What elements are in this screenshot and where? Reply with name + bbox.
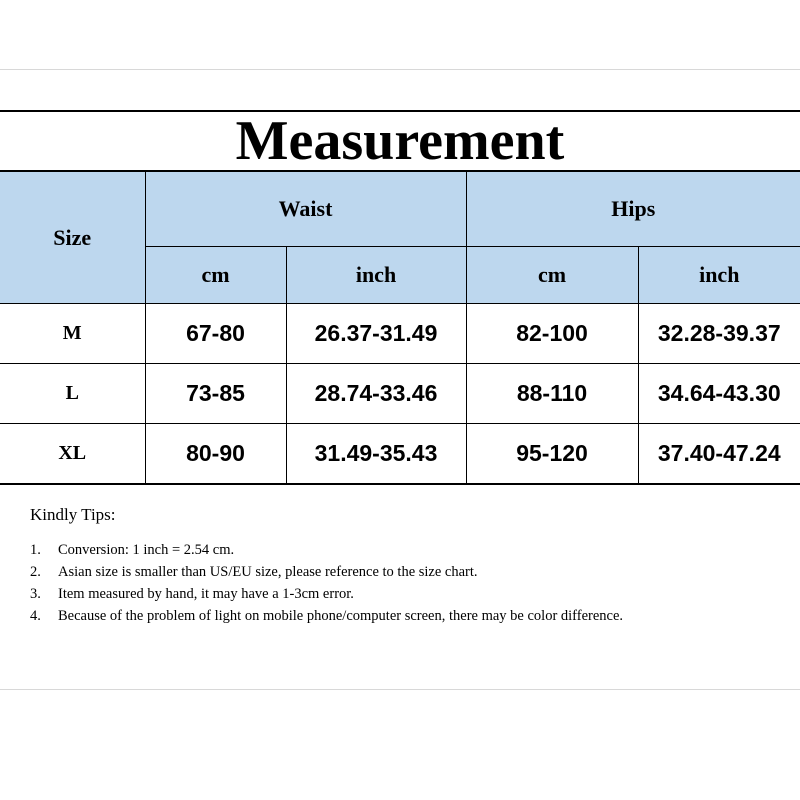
tip-text: Asian size is smaller than US/EU size, please reference to the size chart. [58, 564, 478, 580]
bottom-divider [0, 689, 800, 690]
waist-cm-header: cm [145, 247, 286, 304]
hips-inch-cell: 34.64-43.30 [638, 364, 800, 424]
waist-cm-cell: 67-80 [145, 304, 286, 364]
hips-inch-cell: 37.40-47.24 [638, 424, 800, 484]
size-cell: XL [0, 424, 145, 484]
waist-inch-cell: 26.37-31.49 [286, 304, 466, 364]
table-row [0, 424, 800, 484]
waist-inch-header: inch [286, 247, 466, 304]
table-row [0, 364, 800, 424]
tip-text: Conversion: 1 inch = 2.54 cm. [58, 542, 235, 558]
tip-number: 4. [30, 608, 41, 624]
list-item [30, 605, 770, 627]
size-cell: L [0, 364, 145, 424]
table-row [0, 304, 800, 364]
hips-header: Hips [466, 172, 800, 247]
kindly-tips [30, 505, 770, 627]
tip-number: 2. [30, 564, 41, 580]
tips-heading: Kindly Tips: [30, 505, 116, 524]
waist-cm-cell: 80-90 [145, 424, 286, 484]
tip-text: Because of the problem of light on mobile phone/computer screen, there may be color difference. [58, 608, 624, 624]
size-cell: M [0, 304, 145, 364]
header-row-groups [0, 172, 800, 247]
top-divider [0, 69, 800, 70]
chart-title: Measurement [0, 110, 800, 171]
list-item [30, 539, 770, 561]
tip-number: 1. [30, 542, 41, 558]
size-chart [0, 110, 800, 485]
tip-text: Item measured by hand, it may have a 1-3cm error. [58, 586, 354, 602]
hips-cm-cell: 88-110 [466, 364, 638, 424]
waist-header: Waist [145, 172, 466, 247]
measurement-table [0, 171, 800, 485]
waist-cm-cell: 73-85 [145, 364, 286, 424]
waist-inch-cell: 28.74-33.46 [286, 364, 466, 424]
waist-inch-cell: 31.49-35.43 [286, 424, 466, 484]
hips-cm-cell: 82-100 [466, 304, 638, 364]
hips-inch-cell: 32.28-39.37 [638, 304, 800, 364]
tips-list [30, 539, 770, 627]
hips-cm-cell: 95-120 [466, 424, 638, 484]
list-item [30, 561, 770, 583]
hips-inch-header: inch [638, 247, 800, 304]
list-item [30, 583, 770, 605]
tip-number: 3. [30, 586, 41, 602]
size-header: Size [0, 172, 145, 304]
hips-cm-header: cm [466, 247, 638, 304]
